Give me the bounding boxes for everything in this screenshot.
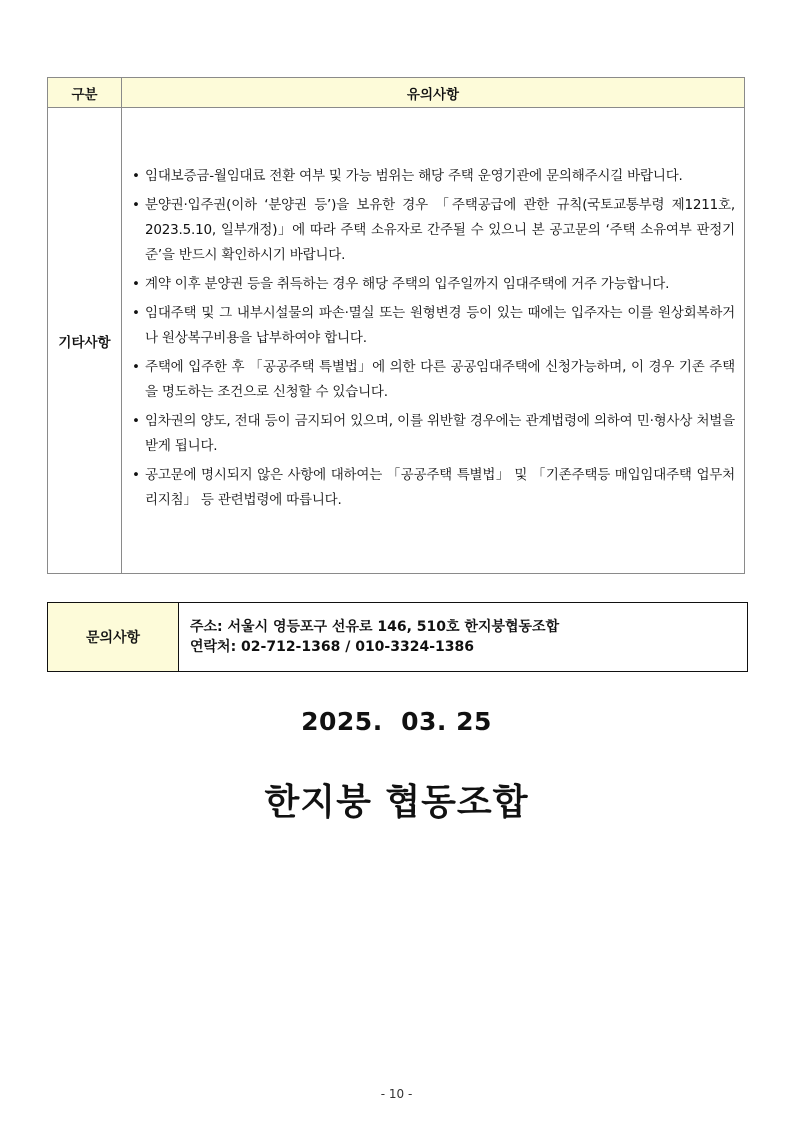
note-item: • 임대주택 및 그 내부시설물의 파손·멸실 또는 원형변경 등이 있는 때에는 입주자는 이를 원상회복하거나 원상복구비용을 납부하여야 합니다.	[132, 301, 735, 351]
header-content: 유의사항	[122, 78, 745, 108]
contact-table	[47, 602, 748, 672]
header-category: 구분	[48, 78, 122, 108]
note-item: • 공고문에 명시되지 않은 사항에 대하여는 「공공주택 특별법」 및 「기존주택등 매입임대주택 업무처리지침」 등 관련법령에 따릅니다.	[132, 463, 735, 513]
notes-list	[122, 108, 744, 513]
category-cell: 기타사항	[48, 108, 122, 574]
contact-label: 문의사항	[48, 603, 179, 672]
note-item: • 계약 이후 분양권 등을 취득하는 경우 해당 주택의 입주일까지 임대주택에 거주 가능합니다.	[132, 272, 735, 297]
content-cell	[122, 108, 745, 574]
organization-name: 한지붕 협동조합	[264, 782, 529, 823]
notice-table	[47, 77, 745, 574]
notice-table-header-row	[48, 78, 745, 108]
publication-date: 2025. 03. 25	[301, 707, 492, 736]
note-item: • 임차권의 양도, 전대 등이 금지되어 있으며, 이를 위반할 경우에는 관계법령에 의하여 민·형사상 처벌을 받게 됩니다.	[132, 409, 735, 459]
contact-row	[48, 603, 748, 672]
note-item: • 주택에 입주한 후 「공공주택 특별법」에 의한 다른 공공임대주택에 신청가능하며, 이 경우 기존 주택을 명도하는 조건으로 신청할 수 있습니다.	[132, 355, 735, 405]
contact-phone: 연락처: 02-712-1368 / 010-3324-1386	[190, 639, 474, 655]
contact-address: 주소: 서울시 영등포구 선유로 146, 510호 한지붕협동조합	[190, 619, 560, 635]
page-number: - 10 -	[380, 1087, 413, 1101]
notice-table-row	[48, 108, 745, 574]
contact-info	[179, 603, 748, 672]
note-item: • 임대보증금-월임대료 전환 여부 및 가능 범위는 해당 주택 운영기관에 문의해주시길 바랍니다.	[132, 164, 735, 189]
note-item: • 분양권·입주권(이하 ‘분양권 등’)을 보유한 경우 「주택공급에 관한 규칙(국토교통부령 제1211호, 2023.5.10, 일부개정)」에 따라 주택 소유자로 간주될 수 있으니 본 공고문의 ‘주택 소유여부 판정기준’을 반드시 확인하시기 바랍니다.	[132, 193, 735, 268]
